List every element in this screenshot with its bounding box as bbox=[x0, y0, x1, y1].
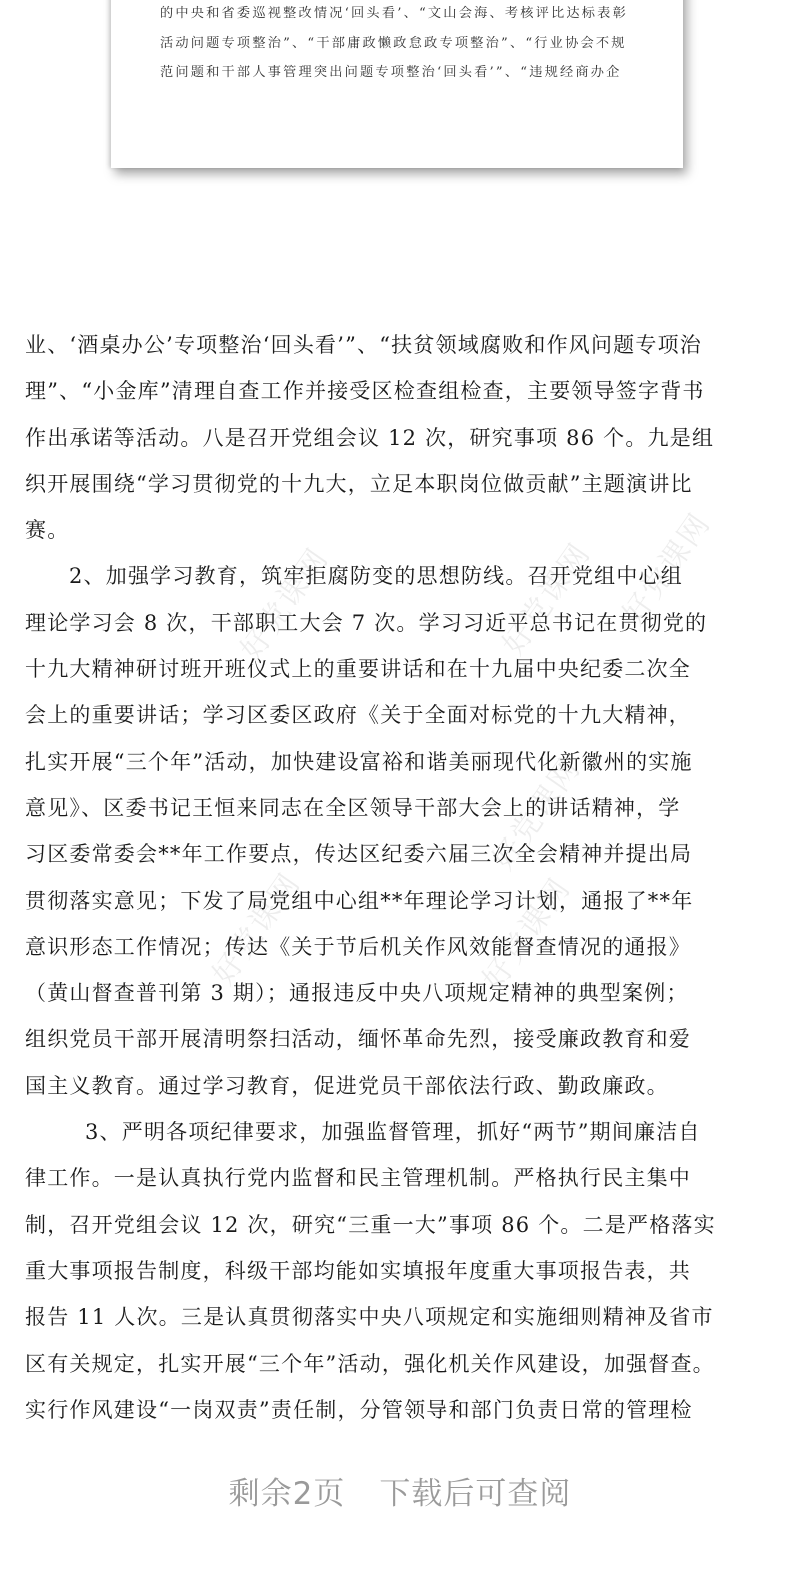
preview-card-text bbox=[160, 0, 640, 88]
watermark: 好党课网 bbox=[475, 871, 578, 997]
document-line: 织开展围绕“学习贯彻党的十九大，立足本职岗位做贡献”主题演讲比 bbox=[25, 471, 693, 496]
preview-page-card bbox=[111, 0, 683, 168]
preview-line: 活动问题专项整治”、“干部庸政懒政怠政专项整治”、“行业协会不规 bbox=[160, 35, 627, 51]
watermark: 好党课网 bbox=[233, 541, 336, 667]
document-line: 理”、“小金库”清理自查工作并接受区检查组检查，主要领导签字背书 bbox=[25, 379, 705, 404]
document-line: 重大事项报告制度，科级干部均能如实填报年度重大事项报告表，共 bbox=[25, 1258, 691, 1283]
document-body bbox=[25, 322, 775, 1433]
document-line: 赛。 bbox=[25, 518, 70, 543]
document-line: 制，召开党组会议 12 次，研究“三重一大”事项 86 个。二是严格落实 bbox=[25, 1212, 716, 1237]
document-line: 十九大精神研讨班开班仪式上的重要讲话和在十九届中央纪委二次全 bbox=[25, 657, 691, 682]
watermark: 好党课网 bbox=[205, 866, 308, 992]
download-hint-label[interactable]: 下载后可查阅 bbox=[379, 1476, 572, 1512]
document-line: 扎实开展“三个年”活动，加快建设富裕和谐美丽现代化新徽州的实施 bbox=[25, 749, 693, 774]
document-line: 组织党员干部开展清明祭扫活动，缅怀革命先烈，接受廉政教育和爱 bbox=[25, 1027, 691, 1052]
watermark: 好党课网 bbox=[485, 751, 588, 877]
document-line: 习区委常委会**年工作要点，传达区纪委六届三次全会精神并提出局 bbox=[25, 842, 693, 867]
document-line: 国主义教育。通过学习教育，促进党员干部依法行政、勤政廉政。 bbox=[25, 1073, 669, 1098]
document-line: 报告 11 人次。三是认真贯彻落实中央八项规定和实施细则精神及省市 bbox=[25, 1305, 714, 1330]
watermark: 好党课网 bbox=[615, 506, 718, 632]
remaining-pages-label[interactable]: 剩余2页 bbox=[228, 1476, 346, 1512]
document-line: 作出承诺等活动。八是召开党组会议 12 次，研究事项 86 个。九是组 bbox=[25, 425, 715, 450]
document-line: 业、‘酒桌办公’专项整治‘回头看’”、“扶贫领域腐败和作风问题专项治 bbox=[25, 333, 702, 357]
document-line: 意识形态工作情况；传达《关于节后机关作风效能督查情况的通报》 bbox=[25, 934, 691, 959]
watermark: 好党课网 bbox=[495, 536, 598, 662]
document-line: （黄山督查普刊第 3 期）；通报违反中央八项规定精神的典型案例； bbox=[25, 981, 689, 1006]
paragraph-heading-2: 2、加强学习教育，筑牢拒腐防变的思想防线。召开党组中心组 bbox=[69, 564, 683, 589]
document-line: 贯彻落实意见；下发了局党组中心组**年理论学习计划，通报了**年 bbox=[25, 888, 694, 913]
document-line: 理论学习会 8 次，干部职工大会 7 次。学习习近平总书记在贯彻党的 bbox=[25, 610, 708, 635]
document-line: 意见》、区委书记王恒来同志在全区领导干部大会上的讲话精神，学 bbox=[25, 795, 681, 820]
paragraph-heading-3: 3、严明各项纪律要求，加强监督管理，抓好“两节”期间廉洁自 bbox=[85, 1120, 701, 1145]
download-prompt[interactable] bbox=[0, 1468, 800, 1513]
preview-line: 范问题和干部人事管理突出问题专项整治‘回头看’”、“违规经商办企 bbox=[160, 65, 622, 80]
document-line: 会上的重要讲话；学习区委区政府《关于全面对标党的十九大精神， bbox=[25, 703, 691, 728]
preview-line: 的中央和省委巡视整改情况‘回头看’、“文山会海、考核评比达标表彰 bbox=[160, 6, 628, 21]
document-line: 区有关规定，扎实开展“三个年”活动，强化机关作风建设，加强督查。 bbox=[25, 1351, 715, 1376]
document-line: 实行作风建设“一岗双责”责任制，分管领导和部门负责日常的管理检 bbox=[25, 1397, 693, 1422]
document-line: 律工作。一是认真执行党内监督和民主管理机制。严格执行民主集中 bbox=[25, 1166, 691, 1191]
